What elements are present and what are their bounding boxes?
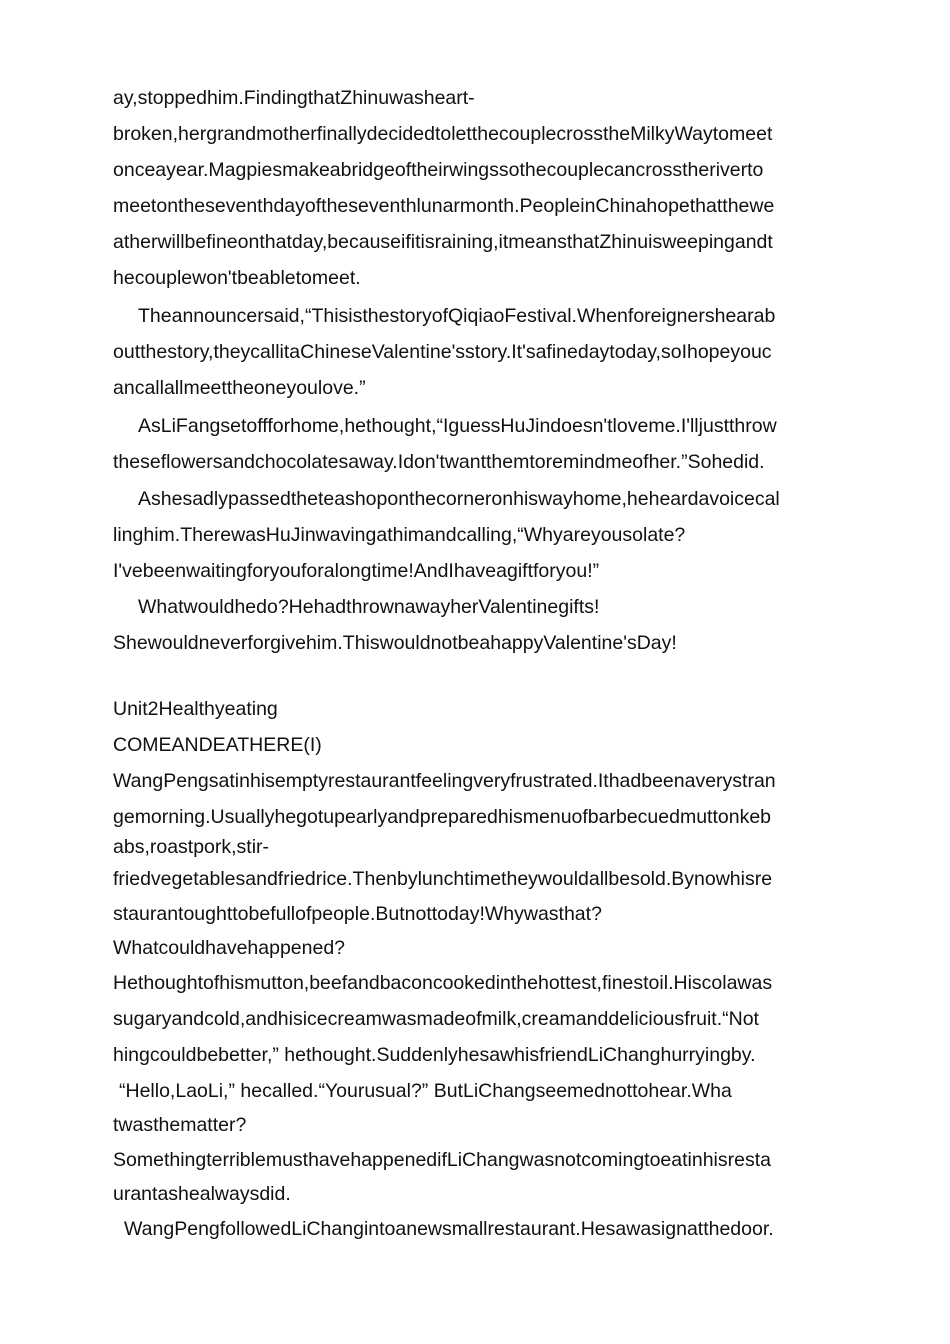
text-line: Shewouldneverforgivehim.ThiswouldnotbeahappyValentine'sDay! [113, 632, 677, 654]
text-line: WangPengsatinhisemptyrestaurantfeelingveryfrustrated.Ithadbeenaverystran [113, 770, 776, 792]
text-line: staurantoughttobefullofpeople.Butnottoday!Whywasthat? [113, 903, 602, 925]
text-line: Whatwouldhedo?HehadthrownawayherValentinegifts! [138, 596, 600, 618]
text-line: urantashealwaysdid. [113, 1183, 291, 1205]
text-line: atherwillbefineonthatday,becauseifitisraining,itmeansthatZhinuisweepingandt [113, 231, 773, 253]
text-line: onceayear.Magpiesmakeabridgeoftheirwingssothecouplecancrosstherivert​o [113, 159, 764, 181]
text-line: SomethingterriblemusthavehappenedifLiChangwasnotcomingtoeatinhisresta [113, 1149, 771, 1171]
text-line: hingcouldbebetter,” hethought.SuddenlyhesawhisfriendLiChanghurryingby. [113, 1044, 756, 1066]
text-line: theseflowersandchocolatesaway.Idon'twantthemtoremindmeofher.”Sohedid. [113, 451, 765, 473]
text-line: twasthematter? [113, 1114, 247, 1136]
text-line: broken,hergrandmotherfinallydecidedtoletthecouplecrosstheMilkyWaytomeet [113, 123, 773, 145]
text-line: abs,roastpork,stir- [113, 836, 270, 858]
text-line: WangPengfollowedLiChangintoanewsmallrestaurant.Hesawasignatthedoor. [124, 1218, 774, 1240]
text-line: linghim.TherewasHuJinwavingathimandcalling,“Whyareyousolate? [113, 524, 686, 546]
section-subheading: COMEANDEATHERE(I) [113, 734, 322, 756]
text-line: I'vebeenwaitingforyouforalongtime!AndIhaveagiftforyou!” [113, 560, 600, 582]
text-line: Ashesadlypassedtheteashoponthecorneronhiswayhome,heheardavoicecal [138, 488, 780, 510]
text-line: “Hello,LaoLi,” hecalled.“Yourusual?” ButLiChangseemednottohear.Wha [119, 1080, 732, 1102]
text-line: meetontheseventhdayoftheseventhlunarmonth.PeopleinChinahopethatthewe [113, 195, 775, 217]
text-line: ancallallmeettheoneyoulove.” [113, 377, 366, 399]
text-line: hecouplewon'tbeabletomeet. [113, 267, 361, 289]
text-line: Whatcouldhavehappened? [113, 937, 346, 959]
text-line: AsLiFangsetoffforhome,hethought,“IguessHuJindoesn'tloveme.I'lljustthrow [138, 415, 777, 437]
section-heading: Unit2Healthyeating [113, 698, 278, 720]
text-line: sugaryandcold,andhisicecreamwasmadeofmilk,creamanddeliciousfruit.“Not [113, 1008, 759, 1030]
text-line: ay,stoppedhim.FindingthatZhinuwasheart- [113, 87, 475, 109]
text-line: outthestory,theycallitaChineseValentine'sstory.It'safinedaytoday,soIhopeyouc [113, 341, 772, 363]
text-line: Hethoughtofhismutton,beefandbaconcookedinthehottest,finestoil.Hiscolawas [113, 972, 773, 994]
text-line: friedvegetablesandfriedrice.Thenbylunchtimetheywouldallbesold.Bynowhisre [113, 868, 773, 890]
text-line: Theannouncersaid,“ThisisthestoryofQiqiaoFestival.Whenforeignershearab [138, 305, 776, 327]
text-line: gemorning.Usuallyhegotupearlyandpreparedhismenuofbarbecuedmuttonkeb [113, 806, 772, 828]
